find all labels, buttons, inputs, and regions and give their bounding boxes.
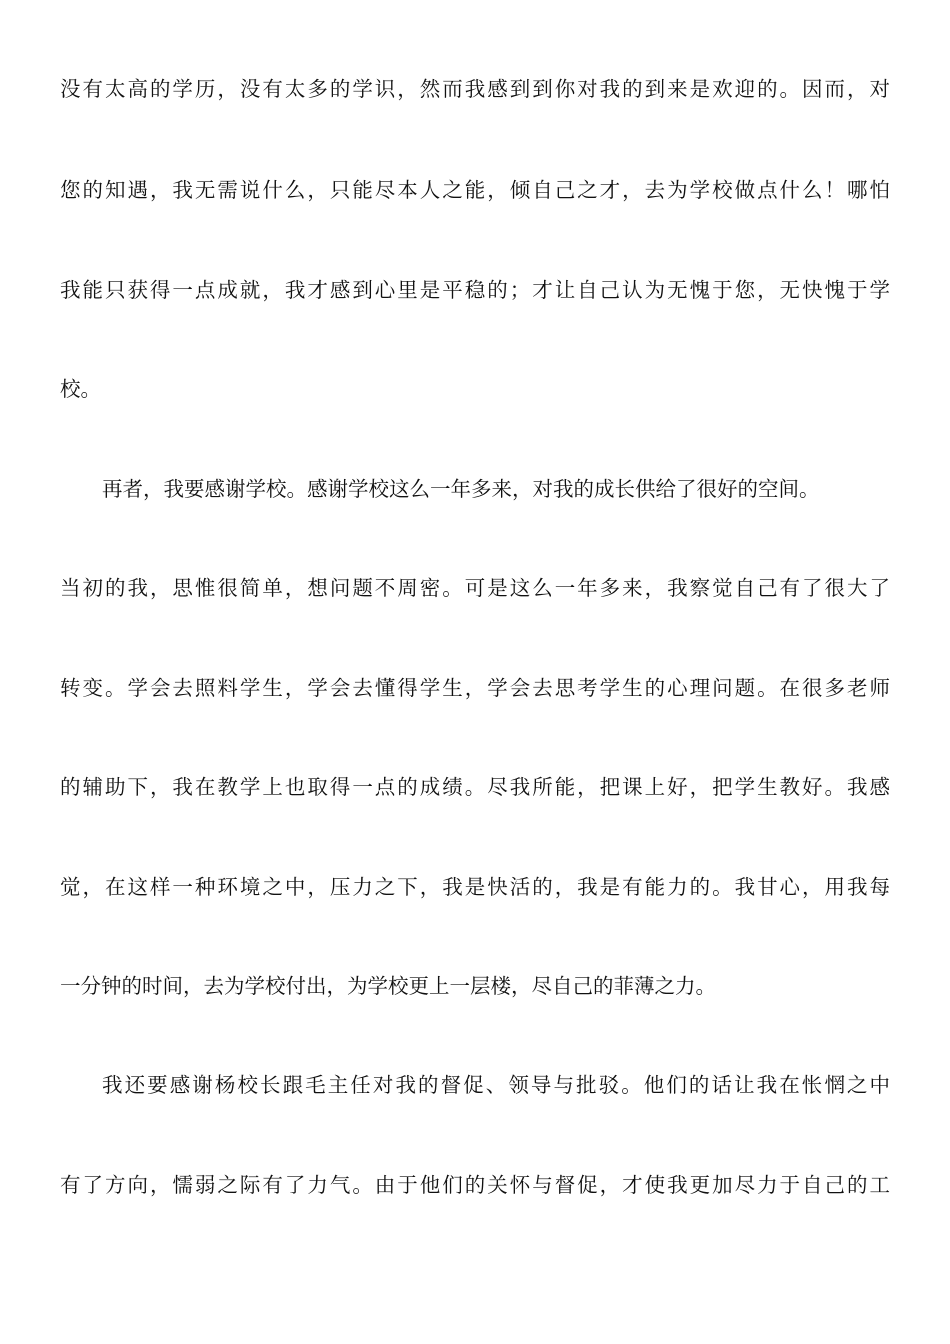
text-line: 有了方向，懦弱之际有了力气。由于他们的关怀与督促，才使我更加尽力于自己的工 bbox=[60, 1173, 890, 1197]
text-line: 一分钟的时间，去为学校付出，为学校更上一层楼，尽自己的菲薄之力。 bbox=[60, 974, 716, 998]
text-line: 的辅助下，我在教学上也取得一点的成绩。尽我所能，把课上好，把学生教好。我感 bbox=[60, 775, 890, 799]
text-line: 再者，我要感谢学校。感谢学校这么一年多来，对我的成长供给了很好的空间。 bbox=[102, 477, 820, 501]
text-line: 我还要感谢杨校长跟毛主任对我的督促、领导与批驳。他们的话让我在怅惘之中 bbox=[102, 1073, 890, 1097]
text-line: 校。 bbox=[60, 377, 101, 401]
text-line: 没有太高的学历，没有太多的学识，然而我感到到你对我的到来是欢迎的。因而，对 bbox=[60, 77, 890, 101]
text-line: 转变。学会去照料学生，学会去懂得学生，学会去思考学生的心理问题。在很多老师 bbox=[60, 676, 890, 700]
text-line: 当初的我，思惟很简单，想问题不周密。可是这么一年多来，我察觉自己有了很大了 bbox=[60, 576, 890, 600]
text-line: 您的知遇，我无需说什么，只能尽本人之能，倾自己之才，去为学校做点什么！哪怕 bbox=[60, 178, 890, 202]
text-line: 我能只获得一点成就，我才感到心里是平稳的；才让自己认为无愧于您，无快愧于学 bbox=[60, 278, 890, 302]
text-line: 觉，在这样一种环境之中，压力之下，我是快活的，我是有能力的。我甘心，用我每 bbox=[60, 875, 890, 899]
